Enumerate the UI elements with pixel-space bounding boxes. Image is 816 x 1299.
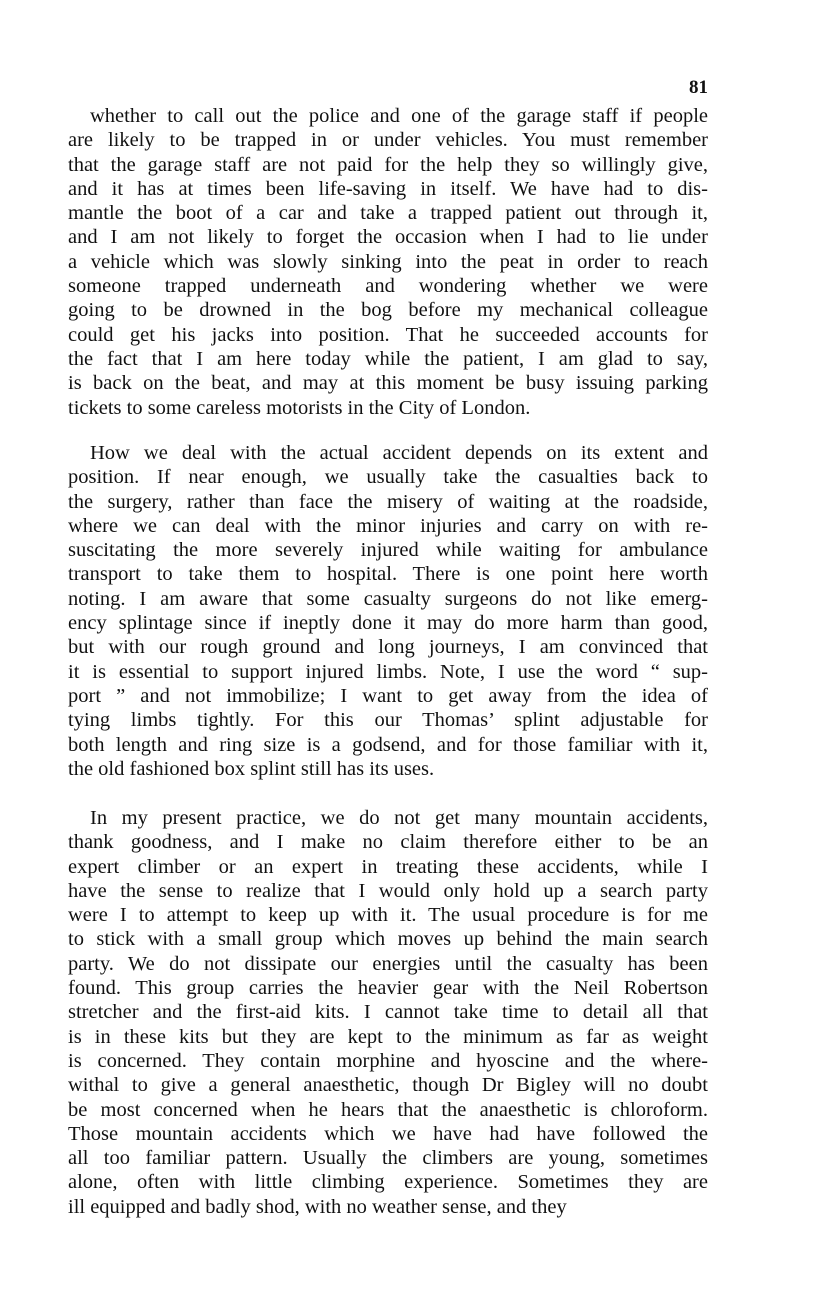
text-line: tickets to some careless motorists in the City of London.	[68, 396, 531, 419]
text-line: stretcher and the first-aid kits. I cannot take time to detail all that	[68, 1001, 708, 1024]
text-line: are likely to be trapped in or under vehicles. You must remember	[68, 129, 708, 152]
text-line: transport to take them to hospital. There is one point here worth	[68, 563, 708, 586]
text-line: mantle the boot of a car and take a trapped patient out through it,	[68, 202, 708, 225]
text-line: withal to give a general anaesthetic, though Dr Bigley will no doubt	[68, 1074, 708, 1097]
text-line: whether to call out the police and one of the garage staff if people	[90, 105, 708, 127]
text-line: but with our rough ground and long journeys, I am convinced that	[68, 636, 708, 659]
text-line: have the sense to realize that I would only hold up a search party	[68, 879, 708, 902]
text-line: port ” and not immobilize; I want to get away from the idea of	[68, 684, 708, 707]
text-line: the fact that I am here today while the patient, I am glad to say,	[68, 347, 708, 370]
text-line: position. If near enough, we usually take the casualties back to	[68, 466, 708, 489]
page-number: 81	[689, 77, 708, 98]
text-line: party. We do not dissipate our energies until the casualty has been	[68, 952, 708, 975]
text-line: where we can deal with the minor injuries and carry on with re-	[68, 514, 708, 537]
text-line: to stick with a small group which moves up behind the main search	[68, 928, 708, 951]
text-line: that the garage staff are not paid for the help they so willingly give,	[68, 153, 708, 176]
text-line: is back on the beat, and may at this moment be busy issuing parking	[68, 372, 708, 395]
paragraph-3	[68, 806, 708, 1219]
text-line: the surgery, rather than face the misery of waiting at the roadside,	[68, 490, 708, 513]
paragraph-1	[68, 104, 708, 420]
paragraph-2	[68, 441, 708, 781]
text-line: is concerned. They contain morphine and hyoscine and the where-	[68, 1049, 708, 1072]
text-line: and I am not likely to forget the occasion when I had to lie under	[68, 226, 708, 249]
text-line: alone, often with little climbing experience. Sometimes they are	[68, 1171, 708, 1194]
text-line: In my present practice, we do not get many mountain accidents,	[90, 807, 708, 829]
text-line: How we deal with the actual accident depends on its extent and	[90, 442, 708, 464]
text-line: Those mountain accidents which we have had have followed the	[68, 1122, 708, 1145]
text-line: expert climber or an expert in treating these accidents, while I	[68, 855, 708, 878]
text-line: suscitating the more severely injured while waiting for ambulance	[68, 539, 708, 562]
text-line: thank goodness, and I make no claim therefore either to be an	[68, 831, 708, 854]
text-line: were I to attempt to keep up with it. The usual procedure is for me	[68, 904, 708, 927]
text-line: all too familiar pattern. Usually the climbers are young, sometimes	[68, 1147, 708, 1170]
text-line: noting. I am aware that some casualty surgeons do not like emerg-	[68, 587, 708, 610]
text-line: going to be drowned in the bog before my mechanical colleague	[68, 299, 708, 322]
text-line: be most concerned when he hears that the anaesthetic is chloroform.	[68, 1098, 708, 1121]
text-line: tying limbs tightly. For this our Thomas’ splint adjustable for	[68, 709, 708, 732]
text-line: could get his jacks into position. That he succeeded accounts for	[68, 323, 708, 346]
text-line: the old fashioned box splint still has its uses.	[68, 757, 435, 780]
text-line: it is essential to support injured limbs. Note, I use the word “ sup-	[68, 660, 708, 683]
text-line: someone trapped underneath and wondering whether we were	[68, 275, 708, 298]
text-line: a vehicle which was slowly sinking into the peat in order to reach	[68, 250, 708, 273]
text-line: ill equipped and badly shod, with no weather sense, and they	[68, 1195, 567, 1218]
text-line: is in these kits but they are kept to the minimum as far as weight	[68, 1025, 708, 1048]
text-line: found. This group carries the heavier gear with the Neil Robertson	[68, 977, 708, 1000]
text-line: and it has at times been life-saving in itself. We have had to dis-	[68, 177, 708, 200]
text-line: both length and ring size is a godsend, and for those familiar with it,	[68, 733, 708, 756]
text-line: ency splintage since if ineptly done it may do more harm than good,	[68, 612, 708, 635]
